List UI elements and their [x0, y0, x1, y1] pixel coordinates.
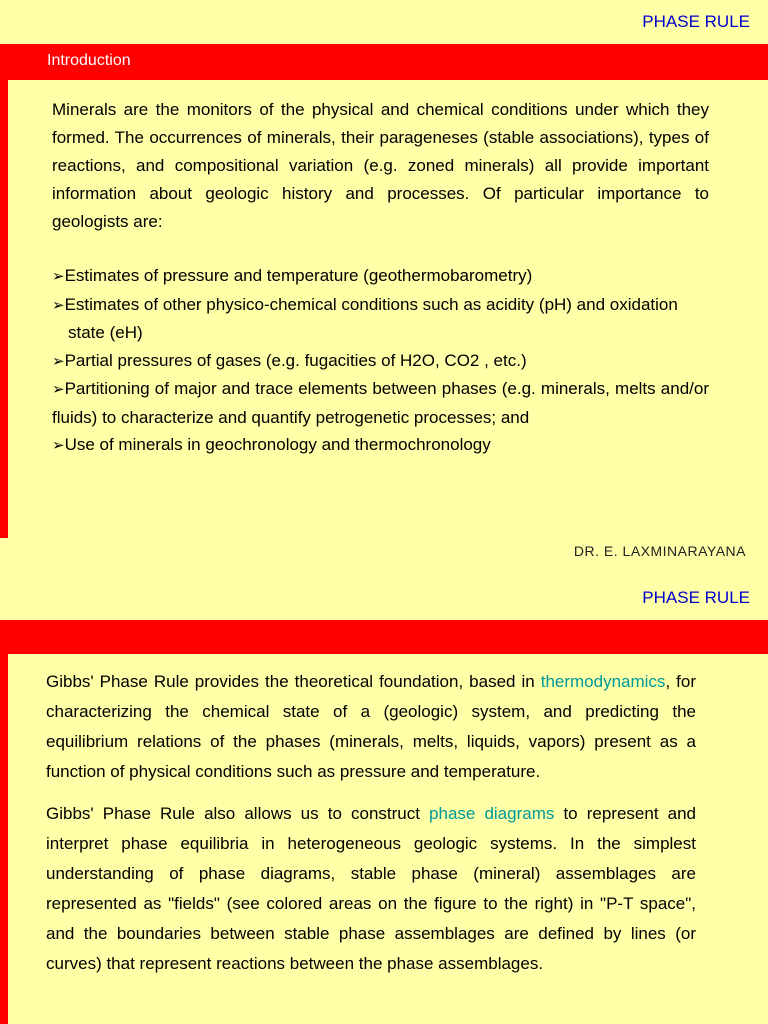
phase-diagrams-link[interactable]: phase diagrams: [429, 804, 555, 823]
author-name: DR. E. LAXMINARAYANA: [573, 543, 746, 559]
list-item: ➢Estimates of other physico-chemical conditions such as acidity (pH) and oxidation state (eH): [52, 294, 678, 342]
body-text: [46, 667, 696, 991]
section-header-bar: [0, 620, 768, 654]
side-accent-bar: [0, 654, 8, 1024]
side-accent-bar: [0, 80, 8, 538]
section-header-bar: [0, 44, 768, 80]
section-label: Introduction: [47, 52, 131, 69]
arrow-bullet-icon: ➢: [52, 352, 65, 370]
list-item: ➢Estimates of pressure and temperature (geothermobarometry): [52, 266, 533, 285]
page-title: PHASE RULE: [642, 12, 750, 31]
paragraph-phase-diagrams: Gibbs' Phase Rule also allows us to construct phase diagrams to represent and interpret phase equilibria in heterogeneous geologic systems. In the simplest understanding of phase diagrams, stable phase (mineral) assemblages are represented as "fields" (see colored areas on the figure to the right) in "P-T space", and the boundaries between stable phase assemblages are defined by lines (or curves) that represent reactions between the phase assemblages.: [46, 804, 696, 973]
arrow-bullet-icon: ➢: [52, 296, 65, 314]
list-item: ➢Use of minerals in geochronology and thermochronology: [52, 435, 491, 454]
arrow-bullet-icon: ➢: [52, 268, 65, 285]
list-item: ➢Partitioning of major and trace elements between phases (e.g. minerals, melts and/or fluids) to characterize and quantify petrogenetic processes; and: [52, 379, 709, 427]
thermodynamics-link[interactable]: thermodynamics: [540, 672, 666, 691]
paragraph-phase-rule: Gibbs' Phase Rule provides the theoretical foundation, based in thermodynamics, for characterizing the chemical state of a (geologic) system, and predicting the equilibrium relations of the phases (minerals, melts, liquids, vapors) present as a function of physical conditions such as pressure and temperature.: [46, 672, 696, 781]
bullet-list: [52, 262, 709, 460]
intro-paragraph: Minerals are the monitors of the physical and chemical conditions under which they formed. The occurrences of minerals, their parageneses (stable associations), types of reactions, and compositional variation (e.g. zoned minerals) all provide important information about geologic history and processes. Of particular importance to geologists are:: [52, 100, 709, 231]
arrow-bullet-icon: ➢: [52, 381, 65, 398]
page-title: PHASE RULE: [642, 588, 750, 607]
list-item: ➢Partial pressures of gases (e.g. fugacities of H2O, CO2 , etc.): [52, 350, 527, 370]
arrow-bullet-icon: ➢: [52, 437, 65, 454]
slide-gibbs-phase-rule: [0, 580, 768, 1024]
